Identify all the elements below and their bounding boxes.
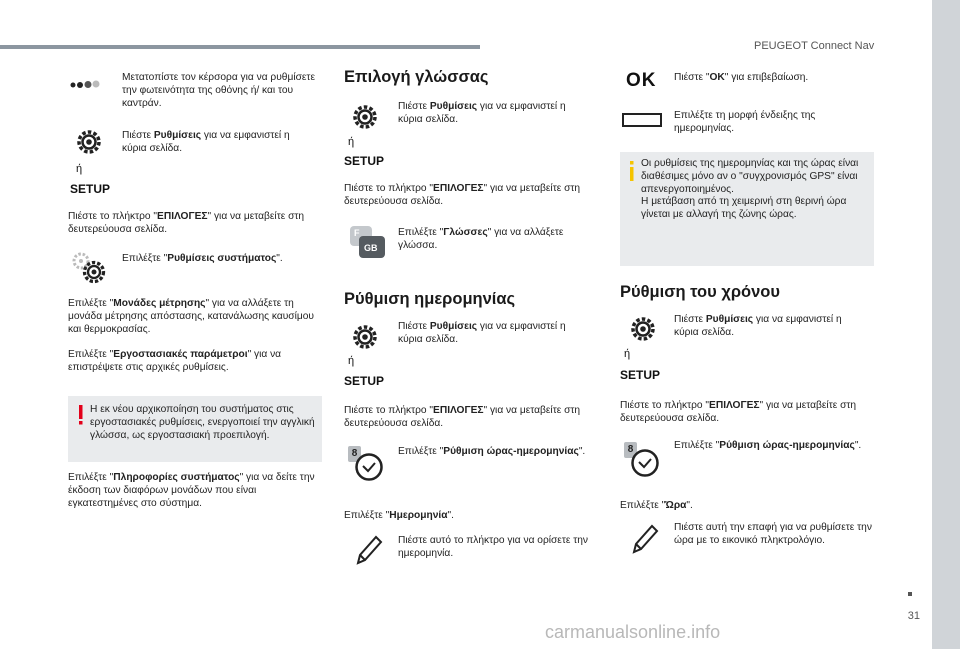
system-settings-gears-icon bbox=[70, 250, 110, 286]
setup-button-label: SETUP bbox=[620, 368, 661, 382]
date-format-instruction: Επιλέξτε τη μορφή ένδειξης της ημερομηνίας. bbox=[674, 110, 816, 134]
settings-gear-icon bbox=[350, 102, 380, 132]
ok-instruction: Πιέστε "OK" για επιβεβαίωση. bbox=[674, 72, 809, 83]
options-instruction: Πιέστε το πλήκτρο "ΕΠΙΛΟΓΕΣ" για να μεταβείτε στη δευτερεύουσα σελίδα. bbox=[344, 183, 581, 207]
header-rule bbox=[0, 45, 480, 49]
watermark: carmanualsonline.info bbox=[545, 622, 721, 642]
time-date-clock-icon bbox=[624, 442, 660, 478]
languages-instruction: Επιλέξτε "Γλώσσες" για να αλλάξετε γλώσσα. bbox=[398, 227, 564, 251]
system-settings-instruction: Επιλέξτε "Ρυθμίσεις συστήματος". bbox=[122, 253, 283, 264]
clock-badge-number: 8 bbox=[624, 442, 637, 458]
header-title: PEUGEOT Connect Nav bbox=[754, 40, 875, 52]
time-date-instruction: Επιλέξτε "Ρύθμιση ώρας-ημερομηνίας". bbox=[674, 440, 862, 451]
clock-icon bbox=[354, 452, 384, 482]
settings-instruction: Πιέστε Ρυθμίσεις για να εμφανιστεί η κύρια σελίδα. bbox=[122, 130, 290, 154]
page-marker bbox=[908, 592, 912, 596]
info-icon bbox=[627, 160, 637, 182]
set-time-instruction: Πιέστε αυτή την επαφή για να ρυθμίσετε την ώρα με το εικονικό πληκτρολόγιο. bbox=[674, 522, 872, 546]
settings-gear-icon bbox=[628, 314, 658, 344]
warning-text: Η εκ νέου αρχικοποίηση του συστήματος στις εργοστασιακές ρυθμίσεις, ενεργοποιεί την αγγλική γλώσσα, ως εργοστασιακή προεπιλογή. bbox=[90, 404, 315, 441]
settings-instruction: Πιέστε Ρυθμίσεις για να εμφανιστεί η κύρια σελίδα. bbox=[674, 314, 842, 338]
settings-gear-icon bbox=[74, 127, 104, 157]
or-label: ή bbox=[76, 163, 83, 175]
warning-exclamation-icon bbox=[76, 404, 86, 426]
section-title-date: Ρύθμιση ημερομηνίας bbox=[344, 290, 516, 308]
date-instruction: Επιλέξτε "Ημερομηνία". bbox=[344, 510, 454, 521]
section-title-time: Ρύθμιση του χρόνου bbox=[620, 283, 780, 301]
time-date-clock-icon bbox=[348, 446, 384, 482]
or-label: ή bbox=[624, 348, 631, 360]
setup-button-label: SETUP bbox=[344, 154, 385, 168]
section-title-language: Επιλογή γλώσσας bbox=[344, 68, 489, 86]
units-instruction: Επιλέξτε "Μονάδες μέτρησης" για να αλλάξετε τη μονάδα μέτρησης απόστασης, κατανάλωσης καυσίμου και θερμοκρασίας. bbox=[68, 298, 314, 335]
clock-icon bbox=[630, 448, 660, 478]
set-date-instruction: Πιέστε αυτό το πλήκτρο για να ορίσετε την ημερομηνία. bbox=[398, 535, 589, 559]
time-instruction: Επιλέξτε "Ώρα". bbox=[620, 500, 693, 511]
page-number: 31 bbox=[907, 610, 920, 622]
settings-gear-icon bbox=[350, 322, 380, 352]
system-info-instruction: Επιλέξτε "Πληροφορίες συστήματος" για να δείτε την έκδοση των διαφόρων μονάδων που είναι εγκατεστημένες στο σύστημα. bbox=[68, 472, 315, 509]
info-text: Οι ρυθμίσεις της ημερομηνίας και της ώρας είναι διαθέσιμες μόνο αν ο "συγχρονισμός GPS" είναι απενεργοποιημένος. Η μετάβαση από τη χειμερινή στη θερινή ώρα γίνεται με αλλαγή της ζώνης ώρας. bbox=[641, 158, 859, 221]
options-instruction: Πιέστε το πλήκτρο "ΕΠΙΛΟΓΕΣ" για να μεταβείτε στη δευτερεύουσα σελίδα. bbox=[344, 405, 581, 429]
time-date-instruction: Επιλέξτε "Ρύθμιση ώρας-ημερομηνίας". bbox=[398, 446, 586, 457]
language-flags-icon bbox=[350, 226, 386, 258]
setup-button-label: SETUP bbox=[70, 182, 111, 196]
options-instruction: Πιέστε το πλήκτρο "ΕΠΙΛΟΓΕΣ" για να μεταβείτε στη δευτερεύουσα σελίδα. bbox=[68, 211, 305, 235]
brightness-dots-icon bbox=[68, 78, 102, 90]
flag-gb-label: GB bbox=[359, 236, 385, 258]
or-label: ή bbox=[348, 136, 355, 148]
or-label: ή bbox=[348, 355, 355, 367]
flag-f-label: F bbox=[350, 226, 372, 246]
brightness-text: Μετατοπίστε τον κέρσορα για να ρυθμίσετε την φωτεινότητα της οθόνης ή/ και του καντράν. bbox=[122, 72, 315, 109]
setup-button-label: SETUP bbox=[344, 374, 385, 388]
settings-instruction: Πιέστε Ρυθμίσεις για να εμφανιστεί η κύρια σελίδα. bbox=[398, 321, 566, 345]
date-format-field-icon bbox=[622, 113, 662, 127]
pencil-icon bbox=[630, 522, 660, 556]
factory-reset-instruction: Επιλέξτε "Εργοστασιακές παράμετροι" για να επιστρέψετε στις αρχικές ρυθμίσεις. bbox=[68, 349, 282, 373]
pencil-icon bbox=[354, 533, 384, 567]
ok-button-label: OK bbox=[626, 70, 657, 91]
clock-badge-number: 8 bbox=[348, 446, 361, 462]
page-side-band bbox=[932, 0, 960, 649]
settings-instruction: Πιέστε Ρυθμίσεις για να εμφανιστεί η κύρια σελίδα. bbox=[398, 101, 566, 125]
options-instruction: Πιέστε το πλήκτρο "ΕΠΙΛΟΓΕΣ" για να μεταβείτε στη δευτερεύουσα σελίδα. bbox=[620, 400, 857, 424]
